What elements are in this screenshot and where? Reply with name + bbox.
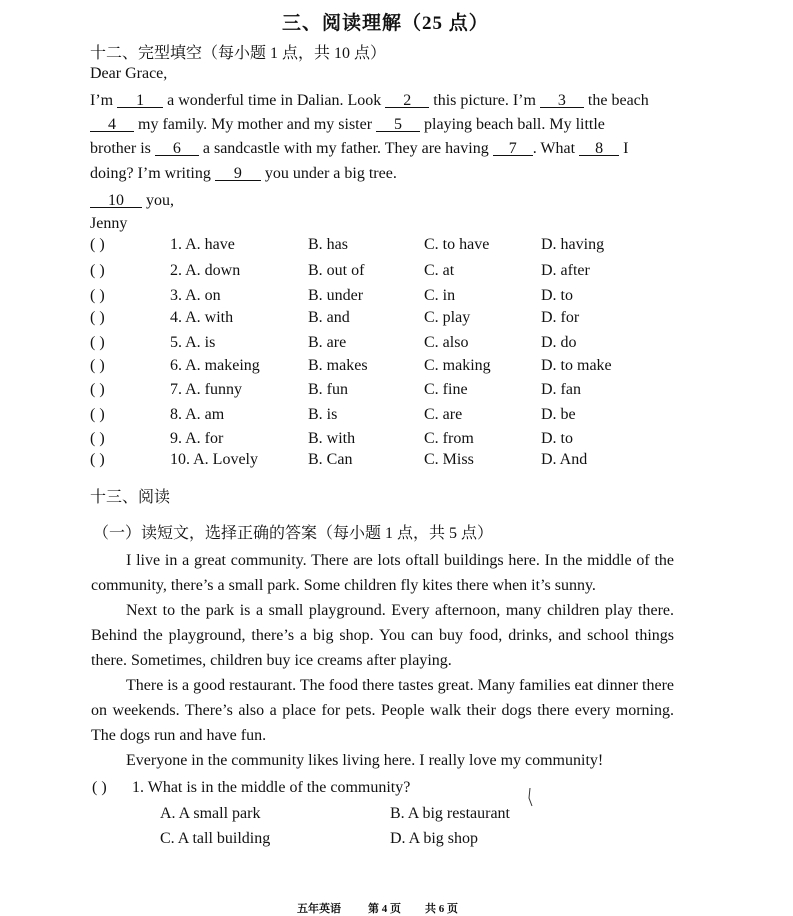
option-c[interactable]: C. Miss — [424, 451, 474, 468]
section-13-heading: 十三、阅读 — [90, 489, 171, 506]
letter-line-1 — [90, 92, 649, 110]
answer-paren[interactable]: ( ) — [90, 309, 105, 326]
letter-salutation: Dear Grace, — [90, 65, 168, 82]
blank-4: 4 — [90, 116, 134, 134]
option-d[interactable]: D. to make — [541, 357, 612, 374]
option-c[interactable]: C. from — [424, 430, 474, 447]
option-d[interactable]: D. do — [541, 334, 577, 351]
option-c[interactable]: C. are — [424, 406, 463, 423]
pen-mark — [524, 786, 536, 810]
option-d[interactable]: D. to — [541, 287, 573, 304]
option-a[interactable]: 9. A. for — [170, 430, 224, 447]
option-a[interactable]: 10. A. Lovely — [170, 451, 258, 468]
text-segment: a wonderful time in Dalian. Look — [163, 92, 386, 109]
answer-paren[interactable]: ( ) — [90, 287, 105, 304]
cloze-question-row — [90, 406, 650, 428]
cloze-question-row — [90, 236, 650, 258]
reading-q1-option-a[interactable]: A. A small park — [160, 805, 261, 822]
blank-1: 1 — [117, 92, 163, 110]
reading-question-1-paren[interactable]: ( ) — [92, 779, 107, 796]
option-a[interactable]: 2. A. down — [170, 262, 241, 279]
reading-question-1-text: 1. What is in the middle of the community? — [132, 779, 411, 796]
option-a[interactable]: 8. A. am — [170, 406, 225, 423]
letter-line-5 — [90, 192, 174, 210]
blank-3: 3 — [540, 92, 584, 110]
option-d[interactable]: D. to — [541, 430, 573, 447]
option-d[interactable]: D. fan — [541, 381, 581, 398]
answer-paren[interactable]: ( ) — [90, 451, 105, 468]
text-segment: this picture. I’m — [429, 92, 540, 109]
footer-page: 第 4 页 — [368, 903, 401, 915]
letter-line-4 — [90, 165, 397, 183]
page-title: 三、阅读理解（25 点） — [282, 13, 489, 34]
option-c[interactable]: C. to have — [424, 236, 490, 253]
blank-8: 8 — [579, 140, 619, 158]
option-d[interactable]: D. And — [541, 451, 588, 468]
option-b[interactable]: B. makes — [308, 357, 368, 374]
answer-paren[interactable]: ( ) — [90, 381, 105, 398]
cloze-question-row — [90, 287, 650, 309]
option-b[interactable]: B. fun — [308, 381, 348, 398]
section-12-heading: 十二、完型填空（每小题 1 点，共 10 点） — [90, 45, 387, 62]
option-d[interactable]: D. be — [541, 406, 576, 423]
cloze-question-row — [90, 262, 650, 284]
option-c[interactable]: C. making — [424, 357, 491, 374]
option-b[interactable]: B. under — [308, 287, 364, 304]
option-c[interactable]: C. at — [424, 262, 455, 279]
cloze-question-row — [90, 357, 650, 379]
text-segment: playing beach ball. My little — [420, 116, 605, 133]
option-b[interactable]: B. Can — [308, 451, 353, 468]
passage-paragraph: There is a good restaurant. The food there tastes great. Many families eat dinner there on weekends. There’s also a place for pets. People walk their dogs there every morning. The dogs run and have fun. — [91, 677, 674, 744]
reading-passage — [91, 548, 674, 773]
blank-2: 2 — [385, 92, 429, 110]
option-a[interactable]: 5. A. is — [170, 334, 216, 351]
option-a[interactable]: 3. A. on — [170, 287, 221, 304]
cloze-question-row — [90, 309, 650, 331]
cloze-question-row — [90, 381, 650, 403]
answer-paren[interactable]: ( ) — [90, 262, 105, 279]
letter-line-2 — [90, 116, 605, 134]
text-segment: the beach — [583, 92, 649, 109]
option-d[interactable]: D. having — [541, 236, 605, 253]
option-c[interactable]: C. fine — [424, 381, 468, 398]
option-c[interactable]: C. in — [424, 287, 456, 304]
blank-7: 7 — [493, 140, 533, 158]
reading-q1-option-b[interactable]: B. A big restaurant — [390, 805, 510, 822]
option-a[interactable]: 1. A. have — [170, 236, 235, 253]
text-segment: I’m — [90, 92, 118, 109]
option-c[interactable]: C. play — [424, 309, 471, 326]
passage-paragraph: Next to the park is a small playground. Every afternoon, many children play there. Behind the playground, there’s a big shop. You can buy food, drinks, and school things there. Sometimes, children buy ice creams after playing. — [91, 602, 674, 669]
cloze-question-row — [90, 451, 650, 473]
option-c[interactable]: C. also — [424, 334, 469, 351]
footer-total: 共 6 页 — [425, 903, 458, 915]
answer-paren[interactable]: ( ) — [90, 406, 105, 423]
footer-subject: 五年英语 — [297, 903, 341, 915]
blank-10: 10 — [90, 192, 142, 210]
option-b[interactable]: B. and — [308, 309, 350, 326]
text-segment: doing? I’m writing — [90, 165, 215, 182]
option-b[interactable]: B. with — [308, 430, 356, 447]
option-a[interactable]: 4. A. with — [170, 309, 234, 326]
blank-9: 9 — [215, 165, 261, 183]
cloze-question-row — [90, 430, 650, 452]
answer-paren[interactable]: ( ) — [90, 334, 105, 351]
option-a[interactable]: 6. A. makeing — [170, 357, 260, 374]
option-b[interactable]: B. are — [308, 334, 347, 351]
reading-q1-option-c[interactable]: C. A tall building — [160, 830, 271, 847]
option-b[interactable]: B. has — [308, 236, 348, 253]
text-segment: you, — [142, 192, 174, 209]
text-segment: you under a big tree. — [260, 165, 397, 182]
letter-line-3 — [90, 140, 628, 158]
blank-5: 5 — [376, 116, 420, 134]
answer-paren[interactable]: ( ) — [90, 236, 105, 253]
text-segment: I — [619, 140, 629, 157]
answer-paren[interactable]: ( ) — [90, 430, 105, 447]
option-d[interactable]: D. after — [541, 262, 590, 279]
option-d[interactable]: D. for — [541, 309, 580, 326]
passage-paragraph: I live in a great community. There are lots oftall buildings here. In the middle of the community, there’s a small park. Some children fly kites there when it’s sunny. — [91, 552, 674, 594]
section-13-subheading: （一）读短文，选择正确的答案（每小题 1 点，共 5 点） — [93, 525, 494, 542]
cloze-question-row — [90, 334, 650, 356]
blank-6: 6 — [155, 140, 199, 158]
text-segment: my family. My mother and my sister — [134, 116, 377, 133]
answer-paren[interactable]: ( ) — [90, 357, 105, 374]
text-segment: . What — [532, 140, 580, 157]
text-segment: a sandcastle with my father. They are having — [198, 140, 493, 157]
text-segment: brother is — [90, 140, 155, 157]
reading-q1-option-d[interactable]: D. A big shop — [390, 830, 479, 847]
letter-signature: Jenny — [90, 215, 128, 232]
option-a[interactable]: 7. A. funny — [170, 381, 242, 398]
option-b[interactable]: B. out of — [308, 262, 365, 279]
passage-paragraph: Everyone in the community likes living here. I really love my community! — [126, 752, 604, 769]
option-b[interactable]: B. is — [308, 406, 338, 423]
